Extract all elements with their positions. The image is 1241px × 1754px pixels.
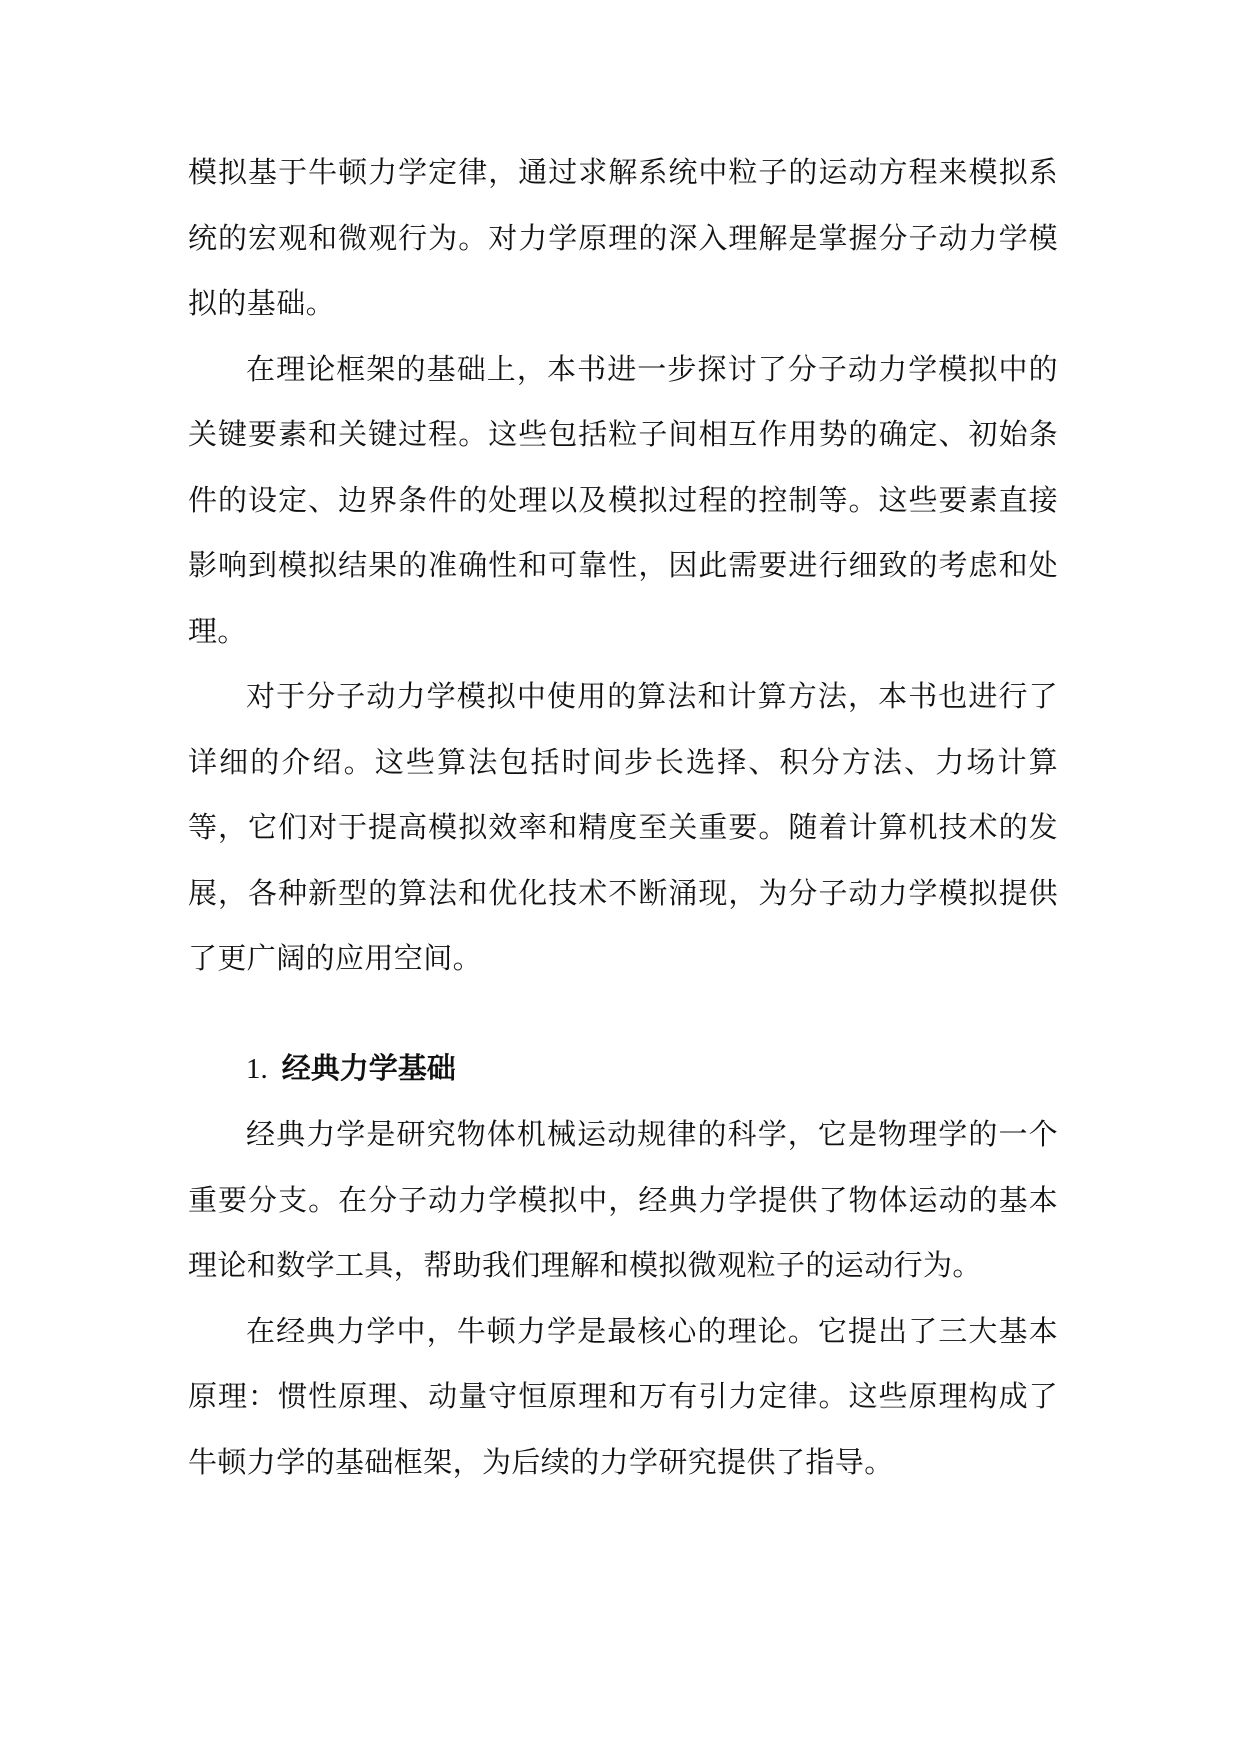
- section-title: 经典力学基础: [281, 1050, 456, 1085]
- paragraph-continued: 模拟基于牛顿力学定律，通过求解系统中粒子的运动方程来模拟系统的宏观和微观行为。对力学原理的深入理解是掌握分子动力学模拟的基础。: [188, 155, 1058, 320]
- section-heading: [188, 1036, 1058, 1103]
- section-number: 1.: [246, 1052, 268, 1085]
- page-content: [188, 140, 1058, 1495]
- paragraph-algorithms: 对于分子动力学模拟中使用的算法和计算方法，本书也进行了详细的介绍。这些算法包括时间步长选择、积分方法、力场计算等，它们对于提高模拟效率和精度至关重要。随着计算机技术的发展，各种新型的算法和优化技术不断涌现，为分子动力学模拟提供了更广阔的应用空间。: [188, 679, 1058, 975]
- paragraph-theory-framework: 在理论框架的基础上，本书进一步探讨了分子动力学模拟中的关键要素和关键过程。这些包括粒子间相互作用势的确定、初始条件的设定、边界条件的处理以及模拟过程的控制等。这些要素直接影响到模拟结果的准确性和可靠性，因此需要进行细致的考虑和处理。: [188, 351, 1058, 648]
- paragraph-classical-mechanics: 经典力学是研究物体机械运动规律的科学，它是物理学的一个重要分支。在分子动力学模拟中，经典力学提供了物体运动的基本理论和数学工具，帮助我们理解和模拟微观粒子的运动行为。: [188, 1117, 1058, 1282]
- paragraph-newton-mechanics: 在经典力学中，牛顿力学是最核心的理论。它提出了三大基本原理：惯性原理、动量守恒原理和万有引力定律。这些原理构成了牛顿力学的基础框架，为后续的力学研究提供了指导。: [188, 1313, 1058, 1479]
